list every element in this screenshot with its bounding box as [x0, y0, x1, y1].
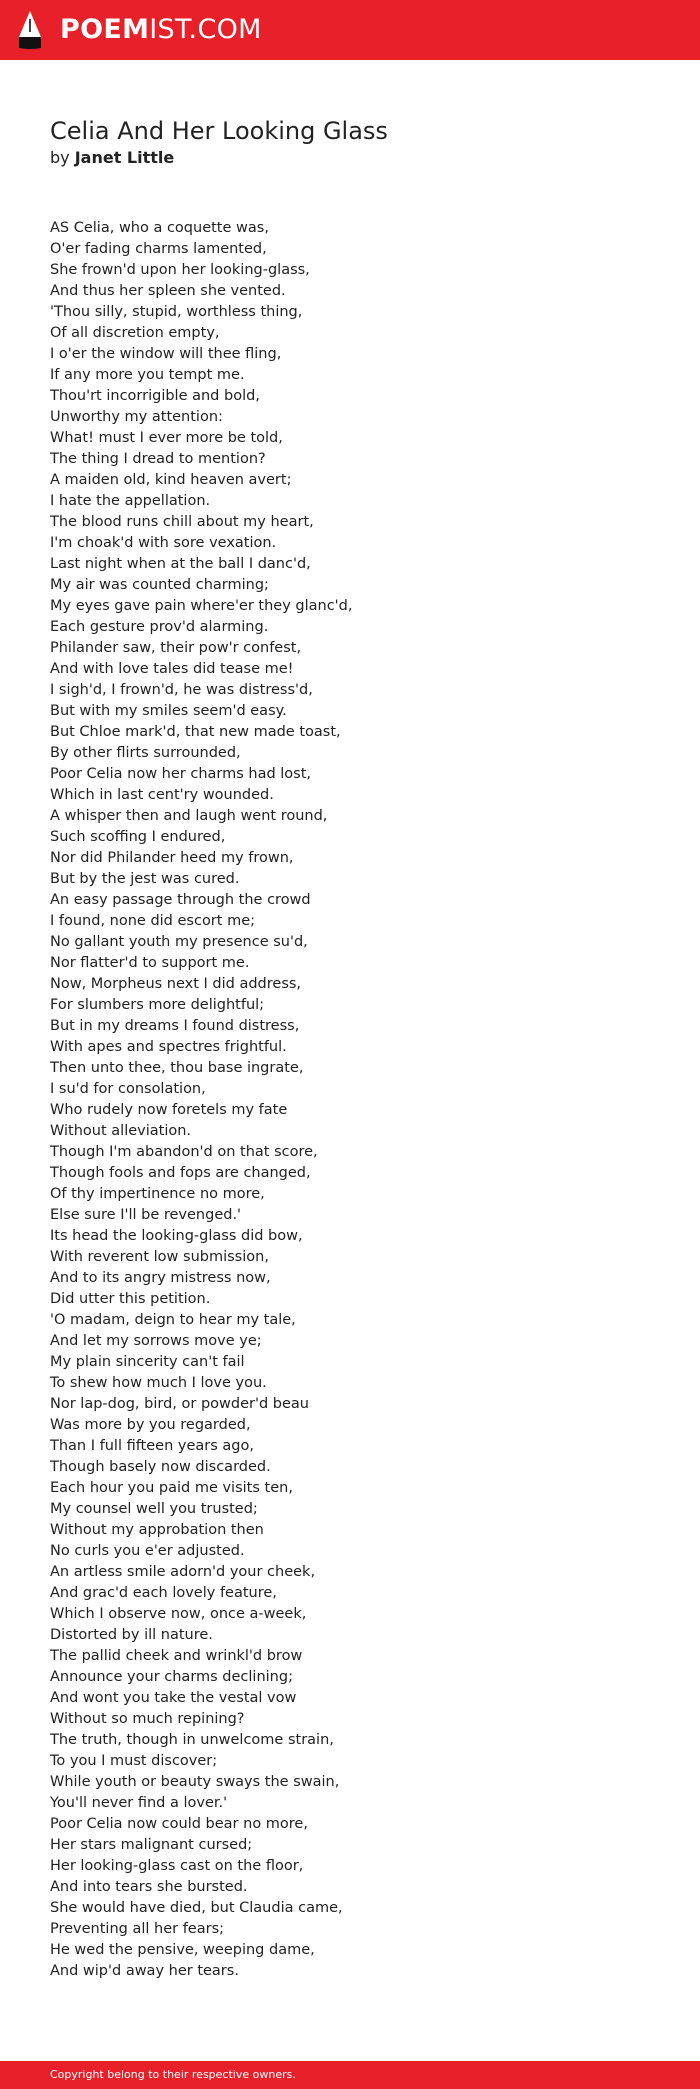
poem-line: Then unto thee, thou base ingrate,: [50, 1060, 304, 1076]
poem-line: He wed the pensive, weeping dame,: [50, 1942, 315, 1958]
poem-line: Unworthy my attention:: [50, 409, 223, 425]
poem-line: I sigh'd, I frown'd, he was distress'd,: [50, 682, 313, 698]
site-footer: [0, 2061, 700, 2089]
poem-line: But with my smiles seem'd easy.: [50, 703, 287, 719]
poem-line: Each hour you paid me visits ten,: [50, 1480, 293, 1496]
poem-line: But in my dreams I found distress,: [50, 1018, 300, 1034]
poem-line: No gallant youth my presence su'd,: [50, 934, 308, 950]
poem-line: With reverent low submission,: [50, 1249, 269, 1265]
poem-line: Distorted by ill nature.: [50, 1627, 213, 1643]
poem-line: An easy passage through the crowd: [50, 892, 311, 908]
poem-title: Celia And Her Looking Glass: [50, 117, 388, 145]
poem-line: Of thy impertinence no more,: [50, 1186, 265, 1202]
poem-line: My counsel well you trusted;: [50, 1501, 258, 1517]
poem-byline: [50, 146, 174, 170]
poem-line: AS Celia, who a coquette was,: [50, 220, 269, 236]
poem-line: And with love tales did tease me!: [50, 661, 294, 677]
poem-author-link[interactable]: Janet Little: [74, 148, 175, 167]
poem-line: A whisper then and laugh went round,: [50, 808, 328, 824]
poem-line: Though I'm abandon'd on that score,: [50, 1144, 318, 1160]
poem-line: Though basely now discarded.: [50, 1459, 271, 1475]
poem-line: Which in last cent'ry wounded.: [50, 787, 274, 803]
poem-line: Did utter this petition.: [50, 1291, 211, 1307]
poem-line: You'll never find a lover.': [50, 1795, 228, 1811]
site-logo-text: [60, 10, 262, 50]
poem-line: The truth, though in unwelcome strain,: [50, 1732, 334, 1748]
poem-line: The blood runs chill about my heart,: [50, 514, 314, 530]
poem-line: I found, none did escort me;: [50, 913, 255, 929]
poem-line: Now, Morpheus next I did address,: [50, 976, 302, 992]
poem-line: Preventing all her fears;: [50, 1921, 225, 1937]
poem-line: Though fools and fops are changed,: [50, 1165, 311, 1181]
poem-line: My eyes gave pain where'er they glanc'd,: [50, 598, 353, 614]
site-header: [0, 0, 700, 60]
poem-line: Her looking-glass cast on the floor,: [50, 1858, 304, 1874]
poem-line: 'Thou silly, stupid, worthless thing,: [50, 304, 303, 320]
poem-line: And wip'd away her tears.: [50, 1963, 239, 1979]
poem-line: My air was counted charming;: [50, 577, 269, 593]
poem-line: For slumbers more delightful;: [50, 997, 265, 1013]
poem-line: Each gesture prov'd alarming.: [50, 619, 269, 635]
poem-line: Who rudely now foretels my fate: [50, 1102, 288, 1118]
poem-line: The thing I dread to mention?: [50, 451, 266, 467]
poem-line: I'm choak'd with sore vexation.: [50, 535, 277, 551]
poem-line: Announce your charms declining;: [50, 1669, 293, 1685]
poem-line: My plain sincerity can't fail: [50, 1354, 245, 1370]
poem-line: By other flirts surrounded,: [50, 745, 241, 761]
logo-light-part: IST.COM: [149, 14, 262, 45]
poem-line: Thou'rt incorrigible and bold,: [50, 388, 260, 404]
poem-line: Of all discretion empty,: [50, 325, 220, 341]
logo-bold-part: POEM: [60, 14, 150, 45]
poem-line: Poor Celia now could bear no more,: [50, 1816, 308, 1832]
poem-line: To shew how much I love you.: [50, 1375, 267, 1391]
poem-line: But Chloe mark'd, that new made toast,: [50, 724, 341, 740]
poem-line: Was more by you regarded,: [50, 1417, 251, 1433]
poem-line: Without my approbation then: [50, 1522, 264, 1538]
poem-line: Poor Celia now her charms had lost,: [50, 766, 312, 782]
poem-line: No curls you e'er adjusted.: [50, 1543, 245, 1559]
poem-line: She frown'd upon her looking-glass,: [50, 262, 310, 278]
poem-line: She would have died, but Claudia came,: [50, 1900, 343, 1916]
poem-line: If any more you tempt me.: [50, 367, 245, 383]
poem-line: Nor flatter'd to support me.: [50, 955, 250, 971]
poem-line: To you I must discover;: [50, 1753, 218, 1769]
poem-line: Its head the looking-glass did bow,: [50, 1228, 303, 1244]
copyright-notice: Copyright belong to their respective owners.: [50, 2068, 296, 2081]
poem-line: And to its angry mistress now,: [50, 1270, 271, 1286]
poem-line: Without so much repining?: [50, 1711, 245, 1727]
poem-line: I su'd for consolation,: [50, 1081, 206, 1097]
poem-line: Nor lap-dog, bird, or powder'd beau: [50, 1396, 309, 1412]
poem-line: O'er fading charms lamented,: [50, 241, 267, 257]
poem-line: And thus her spleen she vented.: [50, 283, 286, 299]
poem-line: A maiden old, kind heaven avert;: [50, 472, 292, 488]
poem-line: Else sure I'll be revenged.': [50, 1207, 242, 1223]
poem-line: Nor did Philander heed my frown,: [50, 850, 294, 866]
poem-line: While youth or beauty sways the swain,: [50, 1774, 340, 1790]
poem-line: Her stars malignant cursed;: [50, 1837, 253, 1853]
poem-body: [50, 218, 650, 1982]
poem-line: Without alleviation.: [50, 1123, 192, 1139]
poem-line: Philander saw, their pow'r confest,: [50, 640, 302, 656]
poem-line: And grac'd each lovely feature,: [50, 1585, 277, 1601]
poem-line: With apes and spectres frightful.: [50, 1039, 287, 1055]
poem-line: What! must I ever more be told,: [50, 430, 283, 446]
poem-line: 'O madam, deign to hear my tale,: [50, 1312, 296, 1328]
poem-line: And let my sorrows move ye;: [50, 1333, 262, 1349]
poem-line: I o'er the window will thee fling,: [50, 346, 282, 362]
pen-nib-icon: [16, 10, 44, 50]
poem-line: Such scoffing I endured,: [50, 829, 226, 845]
poem-line: I hate the appellation.: [50, 493, 211, 509]
poem-line: But by the jest was cured.: [50, 871, 240, 887]
site-logo-link[interactable]: [16, 10, 262, 50]
poem-line: And wont you take the vestal vow: [50, 1690, 297, 1706]
poem-line: And into tears she bursted.: [50, 1879, 248, 1895]
poem-line: An artless smile adorn'd your cheek,: [50, 1564, 316, 1580]
byline-prefix: by: [50, 148, 70, 167]
poem-line: Last night when at the ball I danc'd,: [50, 556, 311, 572]
poem-line: Which I observe now, once a-week,: [50, 1606, 307, 1622]
poem-line: Than I full fifteen years ago,: [50, 1438, 254, 1454]
poem-line: The pallid cheek and wrinkl'd brow: [50, 1648, 303, 1664]
